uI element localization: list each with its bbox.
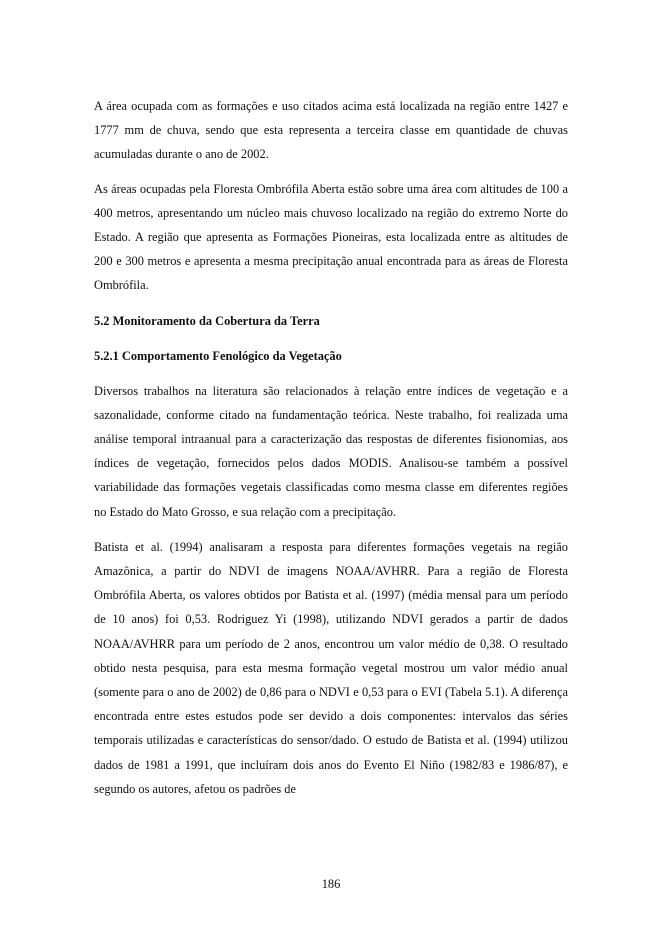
document-page — [94, 94, 568, 801]
paragraph-batista-comparison: Batista et al. (1994) analisaram a resposta para diferentes formações vegetais na região Amazônica, a partir do NDVI de imagens NOAA/AVHRR. Para a região de Floresta Ombrófila Aberta, os valores obtidos por Batista et al. (1997) (média mensal para um período de 10 anos) foi 0,53. Rodriguez Yi (1998), utilizando NDVI gerados a partir de dados NOAA/AVHRR para um período de 2 anos, encontrou um valor médio de 0,38. O resultado obtido nesta pesquisa, para esta mesma formação vegetal mostrou um valor médio anual (somente para o ano de 2002) de 0,86 para o NDVI e 0,53 para o EVI (Tabela 5.1). A diferença encontrada entre estes estudos pode ser devido a dois componentes: intervalos das séries temporais utilizadas e características do sensor/dado. O estudo de Batista et al. (1994) utilizou dados de 1981 a 1991, que incluíram dois anos do Evento El Niño (1982/83 e 1986/87), e segundo os autores, afetou os padrões de — [94, 539, 568, 796]
paragraph-phenology-intro: Diversos trabalhos na literatura são relacionados à relação entre índices de vegetação e a sazonalidade, conforme citado na fundamentação teórica. Neste trabalho, foi realizada uma análise temporal intraanual para a caracterização das respostas de diferentes fisionomias, aos índices de vegetação, fornecidos pelos dados MODIS. Analisou-se também a possível variabilidade das formações vegetais classificadas como mesma classe em diferentes regiões no Estado do Mato Grosso, e sua relação com a precipitação. — [94, 383, 568, 519]
paragraph-rainfall-region: A área ocupada com as formações e uso citados acima está localizada na região entre 1427 e 1777 mm de chuva, sendo que esta representa a terceira classe em quantidade de chuvas acumuladas durante o ano de 2002. — [94, 99, 568, 162]
page-number: 186 — [321, 877, 341, 891]
section-heading: 5.2 Monitoramento da Cobertura da Terra — [94, 313, 320, 328]
paragraph-altitude-description: As áreas ocupadas pela Floresta Ombrófila Aberta estão sobre uma área com altitudes de 100 a 400 metros, apresentando um núcleo mais chuvoso localizado na região do extremo Norte do Estado. A região que apresenta as Formações Pioneiras, esta localizada entre as altitudes de 200 e 300 metros e apresenta a mesma precipitação anual encontrada para as áreas de Floresta Ombrófila. — [94, 181, 568, 293]
subsection-heading: 5.2.1 Comportamento Fenológico da Vegetação — [94, 348, 342, 363]
